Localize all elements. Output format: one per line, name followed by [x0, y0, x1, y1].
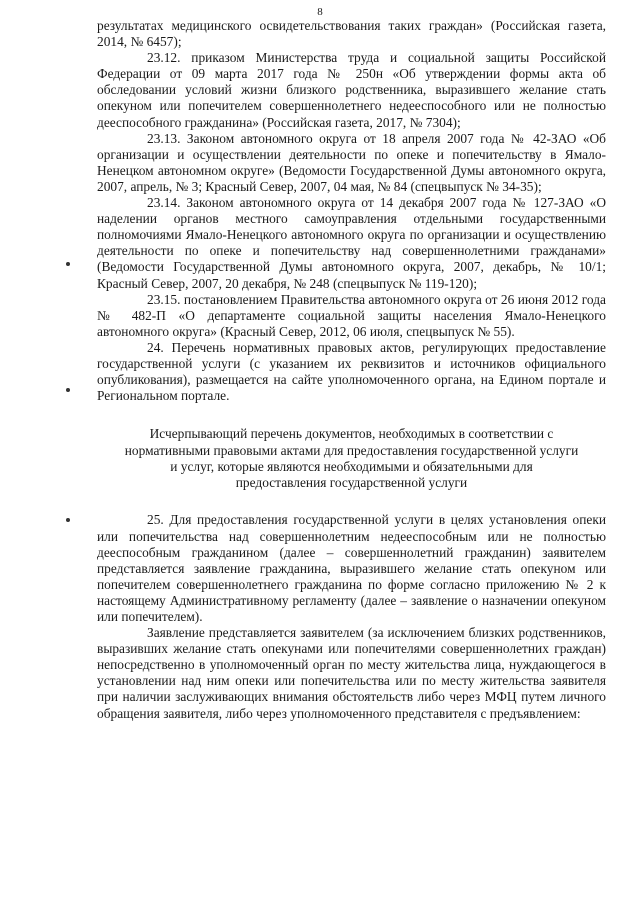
heading-line: и услуг, которые являются необходимыми и обязательными для — [170, 458, 533, 474]
margin-mark-3 — [66, 518, 70, 522]
paragraph-zayavlenie: Заявление представляется заявителем (за исключением близких родственников, выразивших желание стать опекунами или попечителями совершеннолетних граждан) непосредственно в уполномоченный орган по месту жительства лица, нуждающегося в установлении над ним опеки или попечительства или по месту жительства заявителя при наличии заслуживающих внимания обстоятельств либо через МФЦ путем личного обращения заявителя, либо через уполномоченного представителя с предъявлением: — [97, 625, 606, 721]
paragraph-continuation: результатах медицинского освидетельствования таких граждан» (Российская газета, 2014, № 6457); — [97, 18, 606, 50]
heading-line: нормативными правовыми актами для предоставления государственной услуги — [124, 442, 579, 458]
page-number: 8 — [317, 6, 323, 18]
paragraph-25: 25. Для предоставления государственной услуги в целях установления опеки или попечительства над совершеннолетним недееспособным или не полностью дееспособным гражданином (далее – совершеннолетний гражданин) заявителем представляется заявление гражданина, выразившего желание стать опекуном или попечителем совершеннолетнего гражданина по форме согласно приложению № 2 к настоящему Административному регламенту (далее – заявление о назначении опекуном или попечителем). — [97, 512, 606, 624]
paragraph-23-12: 23.12. приказом Министерства труда и социальной защиты Российской Федерации от 09 марта 2017 года № 250н «Об утверждении формы акта об обследовании условий жизни близкого родственника, выразившего желание стать опекуном или попечителем совершеннолетнего недееспособного или не полностью дееспособного гражданина» (Российская газета, 2017, № 7304); — [97, 50, 606, 130]
paragraph-23-14: 23.14. Законом автономного округа от 14 декабря 2007 года № 127-ЗАО «О наделении органов местного самоуправления отдельными государственными полномочиями Ямало-Ненецкого автономного округа по организации и осуществлению деятельности по опеке и попечительству над совершеннолетними гражданами» (Ведомости Государственной Думы автономного округа, 2007, декабрь, № 10/1; Красный Север, 2007, 20 декабря, № 248 (спецвыпуск № 119-120); — [97, 195, 606, 291]
heading-line: предоставления государственной услуги — [235, 475, 468, 491]
paragraph-23-15: 23.15. постановлением Правительства автономного округа от 26 июня 2012 года № 482-П «О департаменте социальной защиты населения Ямало-Ненецкого автономного округа» (Красный Север, 2012, 06 июля, спецвыпуск № 55). — [97, 291, 606, 339]
paragraph-23-13: 23.13. Законом автономного округа от 18 апреля 2007 года № 42-ЗАО «Об организации и осуществлении деятельности по опеке и попечительству в Ямало-Ненецком автономном округе» (Ведомости Государственной Думы автономного округа, 2007, апрель, № 3; Красный Север, 2007, 04 мая, № 84 (спецвыпуск № 34-35); — [97, 130, 606, 194]
margin-mark-2 — [66, 388, 70, 392]
section-heading — [97, 426, 606, 491]
paragraph-24: 24. Перечень нормативных правовых актов, регулирующих предоставление государственной услуги (с указанием их реквизитов и источников официального опубликования), размещается на сайте уполномоченного органа, на Едином портале и Региональном портале. — [97, 339, 606, 404]
document-body — [97, 18, 606, 722]
margin-mark-1 — [66, 262, 70, 266]
heading-line: Исчерпывающий перечень документов, необходимых в соответствии с — [149, 426, 554, 442]
